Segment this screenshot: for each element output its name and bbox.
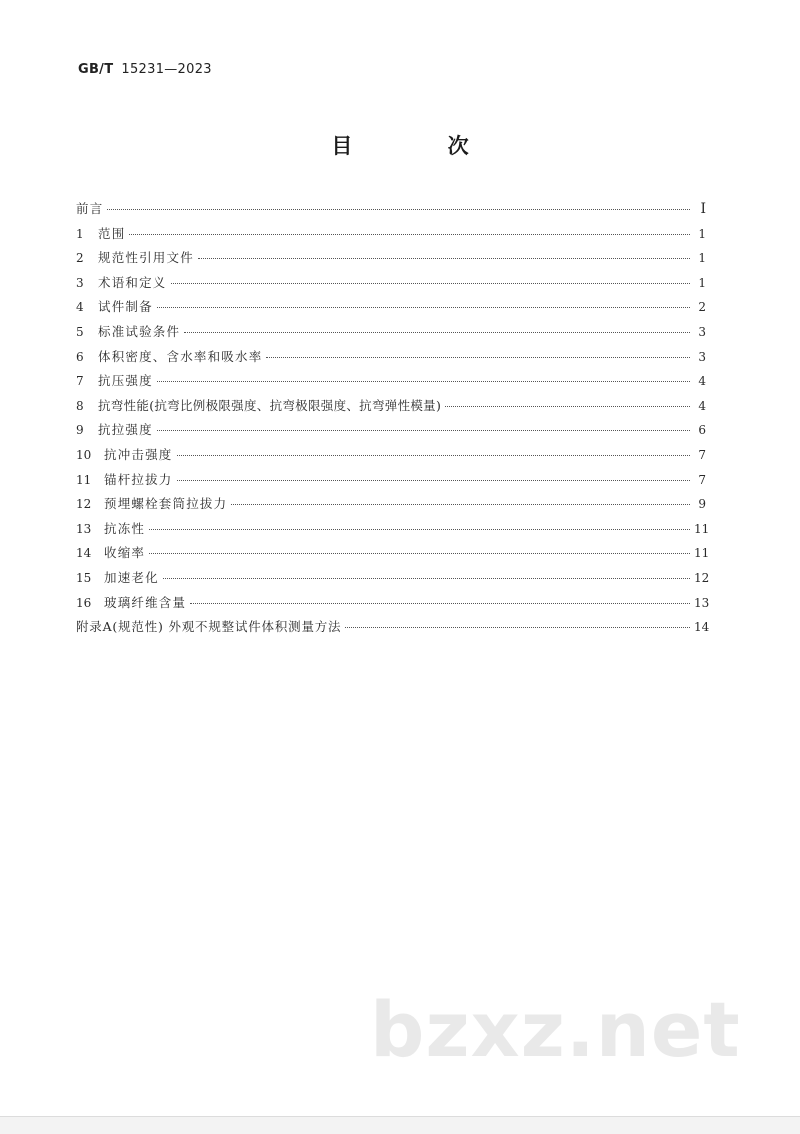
- toc-entry-page: 2: [698, 300, 706, 315]
- toc-dot-leader: [177, 455, 690, 456]
- toc-dot-leader: [157, 307, 690, 308]
- toc-entry[interactable]: [76, 445, 706, 470]
- toc-entry-label: 收缩率: [104, 545, 146, 561]
- toc-entry-page: 3: [698, 349, 706, 364]
- toc-entry-page: 11: [694, 521, 710, 536]
- toc-entry[interactable]: [76, 297, 706, 322]
- toc-dot-leader: [231, 504, 690, 505]
- toc-title: 目 次: [331, 134, 513, 158]
- toc-entry-number: 11: [76, 472, 92, 487]
- toc-entry-number: 3: [76, 275, 84, 290]
- toc-dot-leader: [171, 283, 690, 284]
- toc-entry[interactable]: [76, 470, 706, 495]
- toc-entry-label: 抗弯性能(抗弯比例极限强度、抗弯极限强度、抗弯弹性模量): [98, 397, 442, 413]
- toc-dot-leader: [157, 430, 690, 431]
- toc-entry-number: 5: [76, 324, 84, 339]
- toc-entry-foreword[interactable]: [76, 199, 706, 224]
- toc-dot-leader: [107, 209, 690, 210]
- toc-entry[interactable]: [76, 420, 706, 445]
- toc-entry-page: 3: [698, 324, 706, 339]
- toc-entry-number: 2: [76, 251, 84, 266]
- toc-entry-label: 体积密度、含水率和吸水率: [98, 348, 263, 364]
- toc-entry[interactable]: [76, 224, 706, 249]
- toc-entry-label: 加速老化: [104, 569, 159, 585]
- toc-entry-number: 10: [76, 447, 92, 462]
- toc-entry[interactable]: [76, 543, 710, 568]
- toc-entry-label: 附录A(规范性) 外观不规整试件体积测量方法: [76, 619, 342, 635]
- toc-entry-page: 6: [698, 423, 706, 438]
- toc-dot-leader: [129, 234, 690, 235]
- toc-entry-number: 6: [76, 349, 84, 364]
- toc-entry-number: 14: [76, 546, 92, 561]
- toc-entry-number: 16: [76, 595, 92, 610]
- toc-dot-leader: [157, 381, 690, 382]
- toc-entry[interactable]: [76, 519, 710, 544]
- toc-entry-label: 抗冲击强度: [104, 446, 173, 462]
- toc-entry-number: 12: [76, 497, 92, 512]
- toc-entry[interactable]: [76, 396, 706, 421]
- standard-code: [78, 62, 212, 77]
- toc-entry[interactable]: [76, 568, 710, 593]
- toc-entry-label: 标准试验条件: [98, 323, 181, 339]
- toc-entry[interactable]: [76, 248, 706, 273]
- toc-dot-leader: [177, 480, 690, 481]
- standard-number: 15231—2023: [121, 62, 212, 77]
- toc-entry-label: 术语和定义: [98, 274, 167, 290]
- toc-entry-page: 4: [698, 374, 706, 389]
- toc-dot-leader: [198, 258, 690, 259]
- toc-entry-label: 试件制备: [98, 299, 153, 315]
- toc-entry-page: 9: [698, 497, 706, 512]
- toc-entry-page: 7: [698, 472, 706, 487]
- toc-entry-appendix-a[interactable]: [76, 617, 710, 642]
- toc-entry-label: 抗拉强度: [98, 422, 153, 438]
- toc-dot-leader: [445, 406, 690, 407]
- toc-dot-leader: [266, 357, 690, 358]
- toc-entry-page: 14: [694, 620, 710, 635]
- toc-dot-leader: [190, 603, 690, 604]
- toc-entry-label: 抗冻性: [104, 520, 146, 536]
- toc-entry[interactable]: [76, 494, 706, 519]
- toc-entry-number: 15: [76, 570, 92, 585]
- toc-entry-number: 7: [76, 374, 84, 389]
- toc-entry[interactable]: [76, 593, 710, 618]
- toc-entry-number: 1: [76, 226, 84, 241]
- toc-dot-leader: [163, 578, 690, 579]
- toc-entry-page: Ⅰ: [700, 201, 706, 217]
- toc-entry[interactable]: [76, 273, 706, 298]
- toc-entry-label: 抗压强度: [98, 373, 153, 389]
- toc-entry-page: 13: [694, 595, 710, 610]
- site-watermark: bzxz.net: [370, 985, 741, 1074]
- toc-entry-page: 11: [694, 546, 710, 561]
- toc-entry-label: 范围: [98, 225, 126, 241]
- toc-dot-leader: [184, 332, 690, 333]
- toc-entry-page: 4: [698, 398, 706, 413]
- toc-entry-number: 4: [76, 300, 84, 315]
- toc-dot-leader: [149, 529, 690, 530]
- toc-entry-label: 预埋螺栓套筒拉拔力: [104, 496, 228, 512]
- toc-entry-label: 前言: [76, 201, 104, 216]
- toc-entry[interactable]: [76, 371, 706, 396]
- toc-entry-number: 9: [76, 423, 84, 438]
- toc-entry-number: 13: [76, 521, 92, 536]
- toc-dot-leader: [345, 627, 690, 628]
- toc-entry[interactable]: [76, 347, 706, 372]
- toc-entry[interactable]: [76, 322, 706, 347]
- toc-entry-label: 规范性引用文件: [98, 250, 194, 266]
- toc-entry-page: 1: [698, 226, 706, 241]
- toc-entry-page: 1: [698, 251, 706, 266]
- toc-entry-label: 玻璃纤维含量: [104, 594, 187, 610]
- toc-dot-leader: [149, 553, 690, 554]
- standard-prefix: GB/T: [78, 62, 114, 77]
- toc-entry-page: 1: [698, 275, 706, 290]
- toc-entry-page: 12: [694, 570, 710, 585]
- toc-entry-page: 7: [698, 447, 706, 462]
- table-of-contents: [76, 199, 710, 642]
- toc-entry-label: 锚杆拉拔力: [104, 471, 173, 487]
- toc-entry-number: 8: [76, 398, 84, 413]
